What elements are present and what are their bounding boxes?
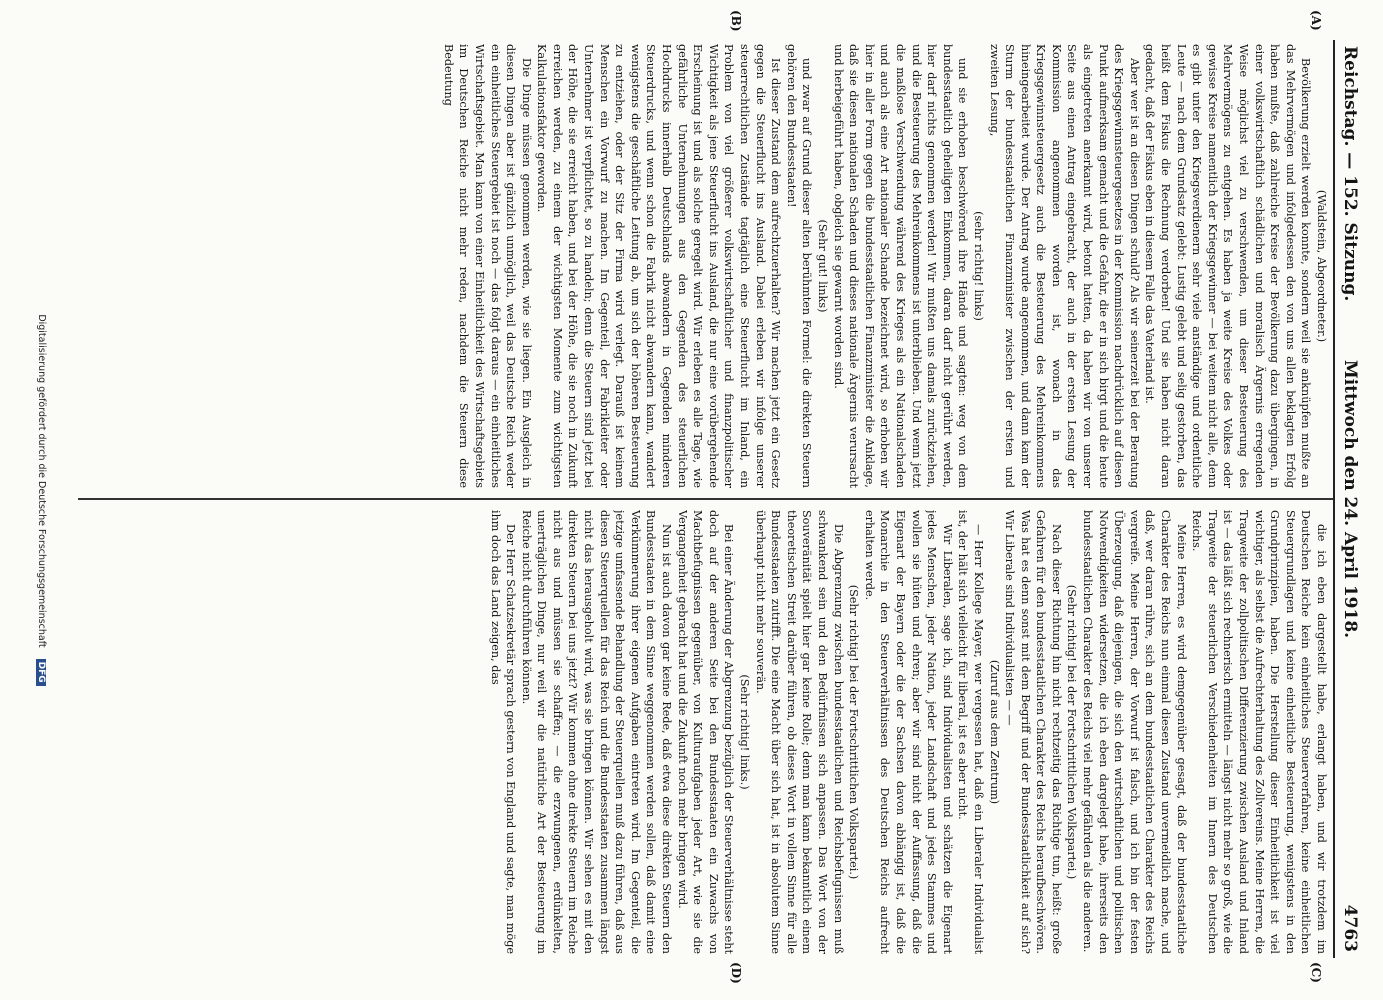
paragraph: Ist dieser Zustand dem aufrechtzuerhalten? Wir machen jetzt ein Gesetz gegen die Steuerflucht ins Ausland. Dabei erleben wir infolge unserer steuerrechtlichen Zustände tagtäglich eine Steuerflucht im Inland, ein Problem von viel größerer volkswirtschaftlicher und finanzpolitischer Wichtigkeit als jene Steuerflucht ins Ausland, die nur eine vorübergehende Erscheinung ist und als solche geregelt wird. Wir erleben es alle Tage, wie gefährliche Unternehmungen aus den Gegenden des steuerlichen Hochdrucks innerhalb Deutschlands abwandern in Gegenden minderen Steuerdrucks, und wenn schon die Fabrik nicht abwandern kann, wandert wenigstens die geschäftliche Leitung ab, um sich der höheren Besteuerung zu entziehen, oder der Sitz der Firma wird verlegt. Darauß ist keinem Menschen ein Vorwurf zu machen. Im Gegenteil, der Fabrikleiter oder Unternehmer ist verpflichtet, so zu handeln; denn die Steuern sind jetzt bei der Höhe, die sie erreicht haben, und bei der Höhe, die sie noch in Zukunft erreichen werden, zu einem der wichtigsten Momente zum wichtigsten Kalkulationsfaktor geworden. xyxy=(535,44,783,488)
interjection-note: (Zuruf aus dem Zentrum) xyxy=(987,659,1001,805)
page-number: 4763 xyxy=(1340,904,1360,952)
paragraph: Die Dinge müssen genommen werden, wie sie liegen. Ein Ausgleich in diesen Dingen aber ist gänzlich unmöglich, weil das Deutsche Reich weder ein einheitliches Steuergebiet ist noch — das folgt daraus — ein einheitliches Wirtschaftsgebiet. Man kann von einer Einheitlichkeit des Wirtschaftsgebiets im Deutschen Reiche nicht mehr reden, nachdem die Steuern diese Bedeutung xyxy=(441,44,533,488)
paragraph: Bevölkerung erzielt werden konnte, sondern weil sie anknüpfen mußte an das Mehrvermögen und infolgedessen den von uns allen beklagten Erfolg haben mußte, daß zahlreiche Kreise der Bevölkerung dazu übergingen, in einer volkswirtschaftlich schädlichen und moralisch Ärgernis erregenden Weise möglichst viel zu verschwenden, um dieser Besteuerung des Mehrvermögens zu entgehen. Es haben ja weite Kreise des Volkes oder gewisse Kreise namentlich der Kriegsgewinner — bei weitem nicht alle, denn es gibt unter den Kriegsverdienern sehr viele anständige und ordentliche Leute — nach dem Grundsatz gelebt: Lustig gelebt und selig gestorben, das heißt dem Fiskus die Rechnung verdorben! Und sie haben nicht daran gedacht, daß der Fiskus eben in diesem Falle das Vaterland ist. xyxy=(1143,44,1313,488)
paragraph: Nach dieser Richtung hin nicht rechtzeitig das Richtige tun, heißt: große Gefahren für den bundesstaatlichen Charakter des Reichs heraufbeschwören. Was hat es denn sonst mit dem Begriff und der Bundesstaatlichkeit auf sich? Wir Liberale sind Individualisten — — xyxy=(1003,510,1063,954)
interjection-note: (Sehr richtig! bei der Fortschrittlichen Volkspartei.) xyxy=(847,584,861,880)
paragraph: Aber wer ist an diesen Dingen schuld? Als wir seinerzeit bei der Beratung des Kriegsgewinnsteuergesetzes in der Kommission nachdrücklich auf diesen Punkt aufmerksam gemacht und die Gefahr, die er in sich birgt und die heute als eingetreten anerkannt wird, betont hatten, da haben wir von unserer Seite aus einen Antrag eingebracht, der auch in der ersten Lesung der Kommission angenommen worden ist, wonach in das Kriegsgewinnsteuergesetz auch die Besteuerung des Mehreinkommens hineingearbeitet wurde. Der Antrag wurde angenommen, und dann kam der Sturm der bundesstaatlichen Finanzminister zwischen der ersten und zweiten Lesung, xyxy=(987,44,1141,488)
paragraph: Bei einer Änderung der Abgrenzung bezüglich der Steuerverhältnisse steht doch auf der anderen Seite bei den Bundesstaaten ein Zuwachs von Machtbefugnissen gegenüber, von Kulturaufgaben jeder Art, wie sie die Vergangenheit gebracht hat und die Zukunft noch mehr bringen wird. xyxy=(675,510,736,954)
left-column xyxy=(79,44,1329,488)
page-body xyxy=(73,40,1363,958)
paragraph: Die Abgrenzung zwischen bundesstaatlichen und Reichsbefugnissen muß schwankend sein und den Bedürfnissen sich anpassen. Das Wort von der Souveränität spielt hier gar keine Rolle; denn man kann bekanntlich einem theoretischen Streit darüber führen, ob dieses Wort in vollem Sinne für alle Bundesstaaten zutrifft. Die eine Macht über sich hat, ist in absolutem Sinne überhaupt nicht mehr souverän. xyxy=(753,510,845,954)
header-left: Reichstag. — 152. Sitzung. xyxy=(1340,46,1360,302)
paragraph: Der Herr Schatzsekretär sprach gestern von England und sagte, man möge ihm doch das Land zeigen, das xyxy=(488,510,518,954)
paragraph: Nun ist auch davon gar keine Rede, daß etwa diese direkten Steuern den Bundesstaaten in dem Sinne weggenommen werden sollen, daß damit eine Verkümmerung ihrer eigenen Aufgaben eintreten wird. Im Gegenteil, die jetzige umfassende Behandlung der Steuerquellen muß dazu führen, daß aus diesen Steuerquellen für das Reich und die Bundesstaaten zusammen längst nicht das herausgeholt wird, was sie bringen können. Wir sehen es mit den direkten Steuern bei uns jetzt? Wir kommen ohne direkte Steuern im Reiche nicht aus und müssen sie schaffen; — die erzwungenen, erdünkelten, unerträglichen Dinge, nur weil wir die natürliche Art der Besteuerung im Reiche nicht durchführen können. xyxy=(519,510,674,954)
paragraph: und zwar auf Grund dieser alten berühmten Formel: die direkten Steuern gehören den Bundesstaaten! xyxy=(784,44,814,488)
paragraph: — Herr Kollege Mayer, wer vergessen hat, daß ein Liberaler Individualist ist, der hält sich vielleicht für liberal, ist es aber nicht. xyxy=(956,510,985,954)
paragraph: und sie erhoben beschwörend ihre Hände und sagten: weg von dem bundesstaatlich geheiligten Einkommen, daran darf nicht gerührt werden, hier darf nichts genommen werden! Wir mußten uns damals zurückziehen, und die Besteuerung des Mehreinkommens ist unterblieben. Und wenn jetzt die maßlose Verschwendung während des Krieges als ein Nationalschaden und auch als eine Art nationaler Schande bezeichnet wird, so erhoben wir hier in aller Form gegen die bundesstaatlichen Finanzminister die Anklage, daß sie diesen nationalen Schaden und dieses nationale Ärgernis verursacht und herbeigeführt haben, obgleich sie gewarnt worden sind. xyxy=(831,44,970,488)
interjection-note: (sehr richtig! links) xyxy=(971,211,985,321)
paragraph: Wir Liberalen, sage ich, sind Individualisten und schätzen die Eigenart jedes Menschen, jeder Nation, jeder Landschaft und jedes Stammes und wollen sie hüten und ehren; aber wir sind nicht der Auffassung, daß die Eigenart der Bayern oder die der Sachsen davon abhängig ist, daß die Monarchie in den Steuerverhältnissen des Deutschen Reichs aufrecht erhalten werde. xyxy=(862,510,954,954)
interjection-note: (Sehr gut! links) xyxy=(816,219,829,313)
interjection-note: (Sehr richtig! bei der Fortschrittlichen Volkspartei.) xyxy=(1065,584,1079,880)
margin-mark-a: (A) xyxy=(1309,10,1323,31)
margin-mark-c: (C) xyxy=(1309,962,1323,983)
footer-text: Digitalisierung gefördert durch die Deutsche Forschungsgemeinschaft xyxy=(36,314,47,648)
interjection-note: (Sehr richtig! links.) xyxy=(738,674,752,790)
margin-mark-b: (B) xyxy=(729,10,743,32)
paragraph: Meine Herren, es wird demgegenüber gesagt, daß der bundesstaatliche Charakter des Reichs nun einmal diesen Zustand unvermeidlich mache, und daß, wer daran rühre, sich an dem bundesstaatlichen Charakter des Reichs vergreife. Meine Herren, der Vorwurf ist falsch, und ich bin der festen Überzeugung, daß diejenigen, die sich den wirtschaftlichen und politischen Notwendigkeiten widersetzen, die ich eben dargelegt habe, ihrerseits den bundesstaatlichen Charakter des Reichs viel mehr gefährden als die anderen. xyxy=(1081,510,1188,954)
header-date: Mittwoch den 24. April 1918. xyxy=(1340,359,1360,639)
dfg-logo: DFG xyxy=(36,659,46,686)
speaker-label: (Waldstein, Abgeordneter.) xyxy=(1315,189,1328,343)
page-header xyxy=(1333,40,1363,958)
right-column xyxy=(79,510,1329,954)
paragraph: die ich eben dargestellt habe, erlangt haben, und wir trotzdem im Deutschen Reiche kein einheitliches Steuerverfahren, keine einheitlichen Steuergrundlagen und keine einheitliche Besteuerung, wenigstens in den Grundprinzipien, haben. Die Herstellung dieser Einheitlichkeit ist viel wichtiger, als selbst die Aufrechterhaltung des Zollvereins. Meine Herren, die Tragweite der zollpolitischen Differenzierung zwischen Ausland und Inland ist — das läßt sich rechnerisch ermitteln — längst nicht mehr so groß, wie die Tragweite der steuerlichen Verschiedenheiten im Innern des Deutschen Reichs. xyxy=(1190,510,1328,954)
margin-mark-d: (D) xyxy=(729,962,743,984)
column-divider xyxy=(78,498,1333,500)
digitization-footer xyxy=(36,0,47,1000)
